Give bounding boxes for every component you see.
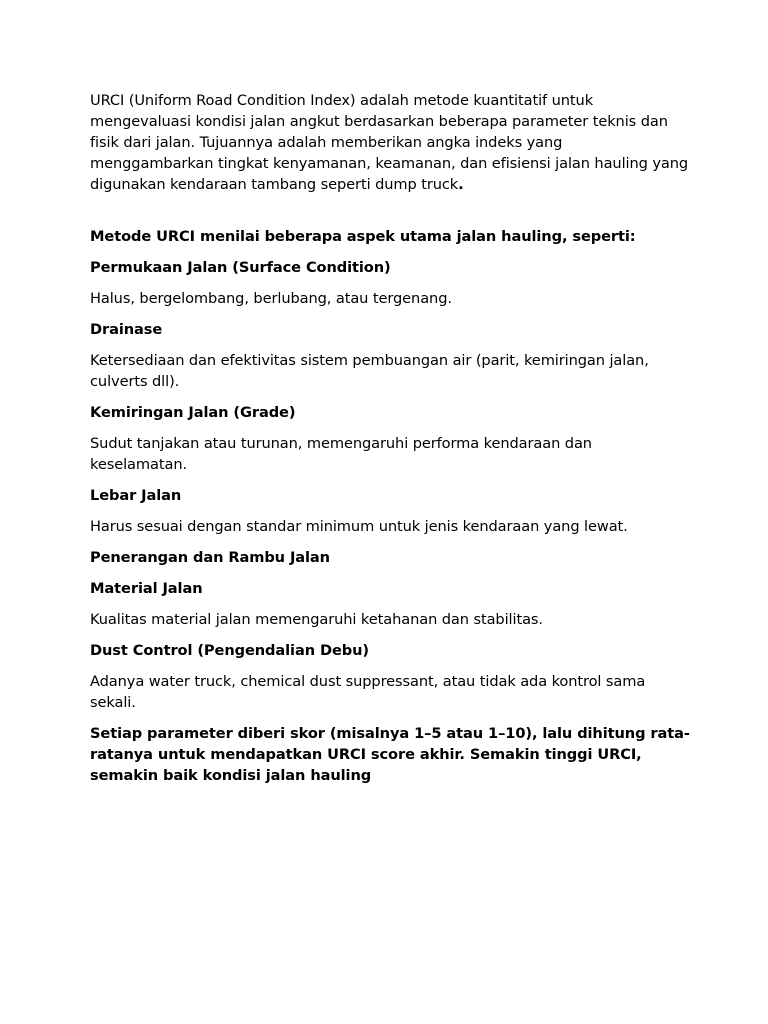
lead-heading: Metode URCI menilai beberapa aspek utama jalan hauling, seperti: bbox=[90, 228, 636, 245]
section-heading-dust: Dust Control (Pengendalian Debu) bbox=[90, 642, 369, 659]
closing-paragraph: Setiap parameter diberi skor (misalnya 1–5 atau 1–10), lalu dihitung rata-ratanya untuk mendapatkan URCI score akhir. Semakin tinggi URCI, semakin baik kondisi jalan hauling bbox=[90, 725, 690, 784]
section-text-surface: Halus, bergelombang, berlubang, atau tergenang. bbox=[90, 290, 452, 307]
section-heading-lighting: Penerangan dan Rambu Jalan bbox=[90, 549, 330, 566]
intro-period: . bbox=[458, 176, 464, 193]
section-text-grade: Sudut tanjakan atau turunan, memengaruhi performa kendaraan dan keselamatan. bbox=[90, 435, 592, 473]
section-heading-material: Material Jalan bbox=[90, 580, 203, 597]
intro-paragraph bbox=[90, 90, 690, 195]
section-heading-grade: Kemiringan Jalan (Grade) bbox=[90, 404, 296, 421]
intro-text: URCI (Uniform Road Condition Index) adalah metode kuantitatif untuk mengevaluasi kondisi jalan angkut berdasarkan beberapa parameter teknis dan fisik dari jalan. Tujuannya adalah memberikan angka indeks yang menggambarkan tingkat kenyamanan, keamanan, dan efisiensi jalan hauling yang digunakan kendaraan tambang seperti dump truck bbox=[90, 92, 689, 193]
section-text-material: Kualitas material jalan memengaruhi ketahanan dan stabilitas. bbox=[90, 611, 543, 628]
section-text-dust: Adanya water truck, chemical dust suppressant, atau tidak ada kontrol sama sekali. bbox=[90, 673, 646, 711]
document-page bbox=[90, 90, 690, 786]
section-text-drainage: Ketersediaan dan efektivitas sistem pembuangan air (parit, kemiringan jalan, culverts dll). bbox=[90, 352, 649, 390]
section-heading-width: Lebar Jalan bbox=[90, 487, 182, 504]
section-heading-surface: Permukaan Jalan (Surface Condition) bbox=[90, 259, 391, 276]
section-heading-drainage: Drainase bbox=[90, 321, 163, 338]
section-text-width: Harus sesuai dengan standar minimum untuk jenis kendaraan yang lewat. bbox=[90, 518, 628, 535]
